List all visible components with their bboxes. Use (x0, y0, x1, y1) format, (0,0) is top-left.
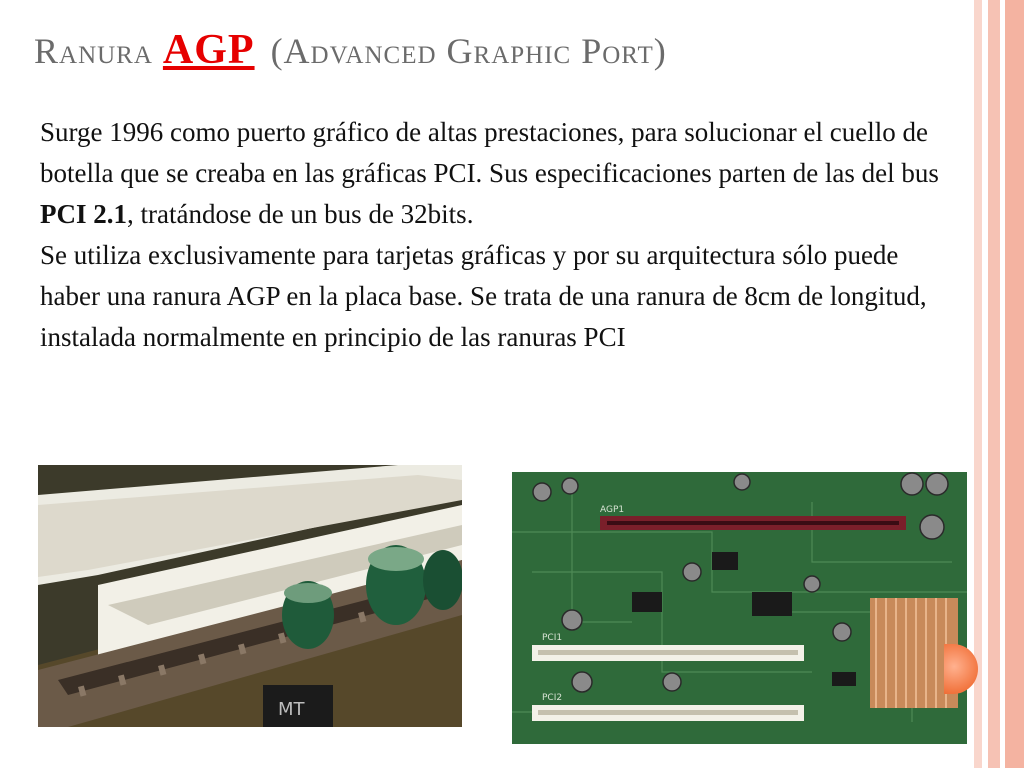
slide-body (40, 112, 940, 358)
title-highlight[interactable]: AGP (162, 27, 255, 73)
photo-slots-closeup-image (38, 465, 462, 727)
paragraph-1 (40, 112, 940, 235)
decorative-orb (944, 644, 978, 694)
photo-motherboard (512, 472, 967, 744)
photo-motherboard-image (512, 472, 967, 744)
paragraph-1-end: , tratándose de un bus de 32bits. (127, 199, 474, 229)
title-suffix: (Advanced Graphic Port) (270, 31, 667, 71)
paragraph-1-bold: PCI 2.1 (40, 199, 127, 229)
slide-title (34, 26, 667, 74)
paragraph-1-text: Surge 1996 como puerto gráfico de altas prestaciones, para solucionar el cuello de botella que se creaba en las gráficas PCI. Sus especificaciones parten de las del bus (40, 117, 939, 188)
stripe (988, 0, 1000, 768)
decorative-stripes (974, 0, 1024, 768)
paragraph-2: Se utiliza exclusivamente para tarjetas gráficas y por su arquitectura sólo puede haber una ranura AGP en la placa base. Se trata de una ranura de 8cm de longitud, instalada normalmente en principio de las ranuras PCI (40, 240, 927, 352)
stripe (1005, 0, 1024, 768)
board-label: MT (278, 699, 305, 720)
pci2-slot-label: PCI2 (542, 693, 563, 703)
agp-slot-label: AGP1 (600, 505, 625, 515)
stripe (974, 0, 982, 768)
photo-slots-closeup (38, 465, 462, 727)
pci1-slot-label: PCI1 (542, 633, 563, 643)
title-prefix: Ranura (34, 31, 153, 71)
